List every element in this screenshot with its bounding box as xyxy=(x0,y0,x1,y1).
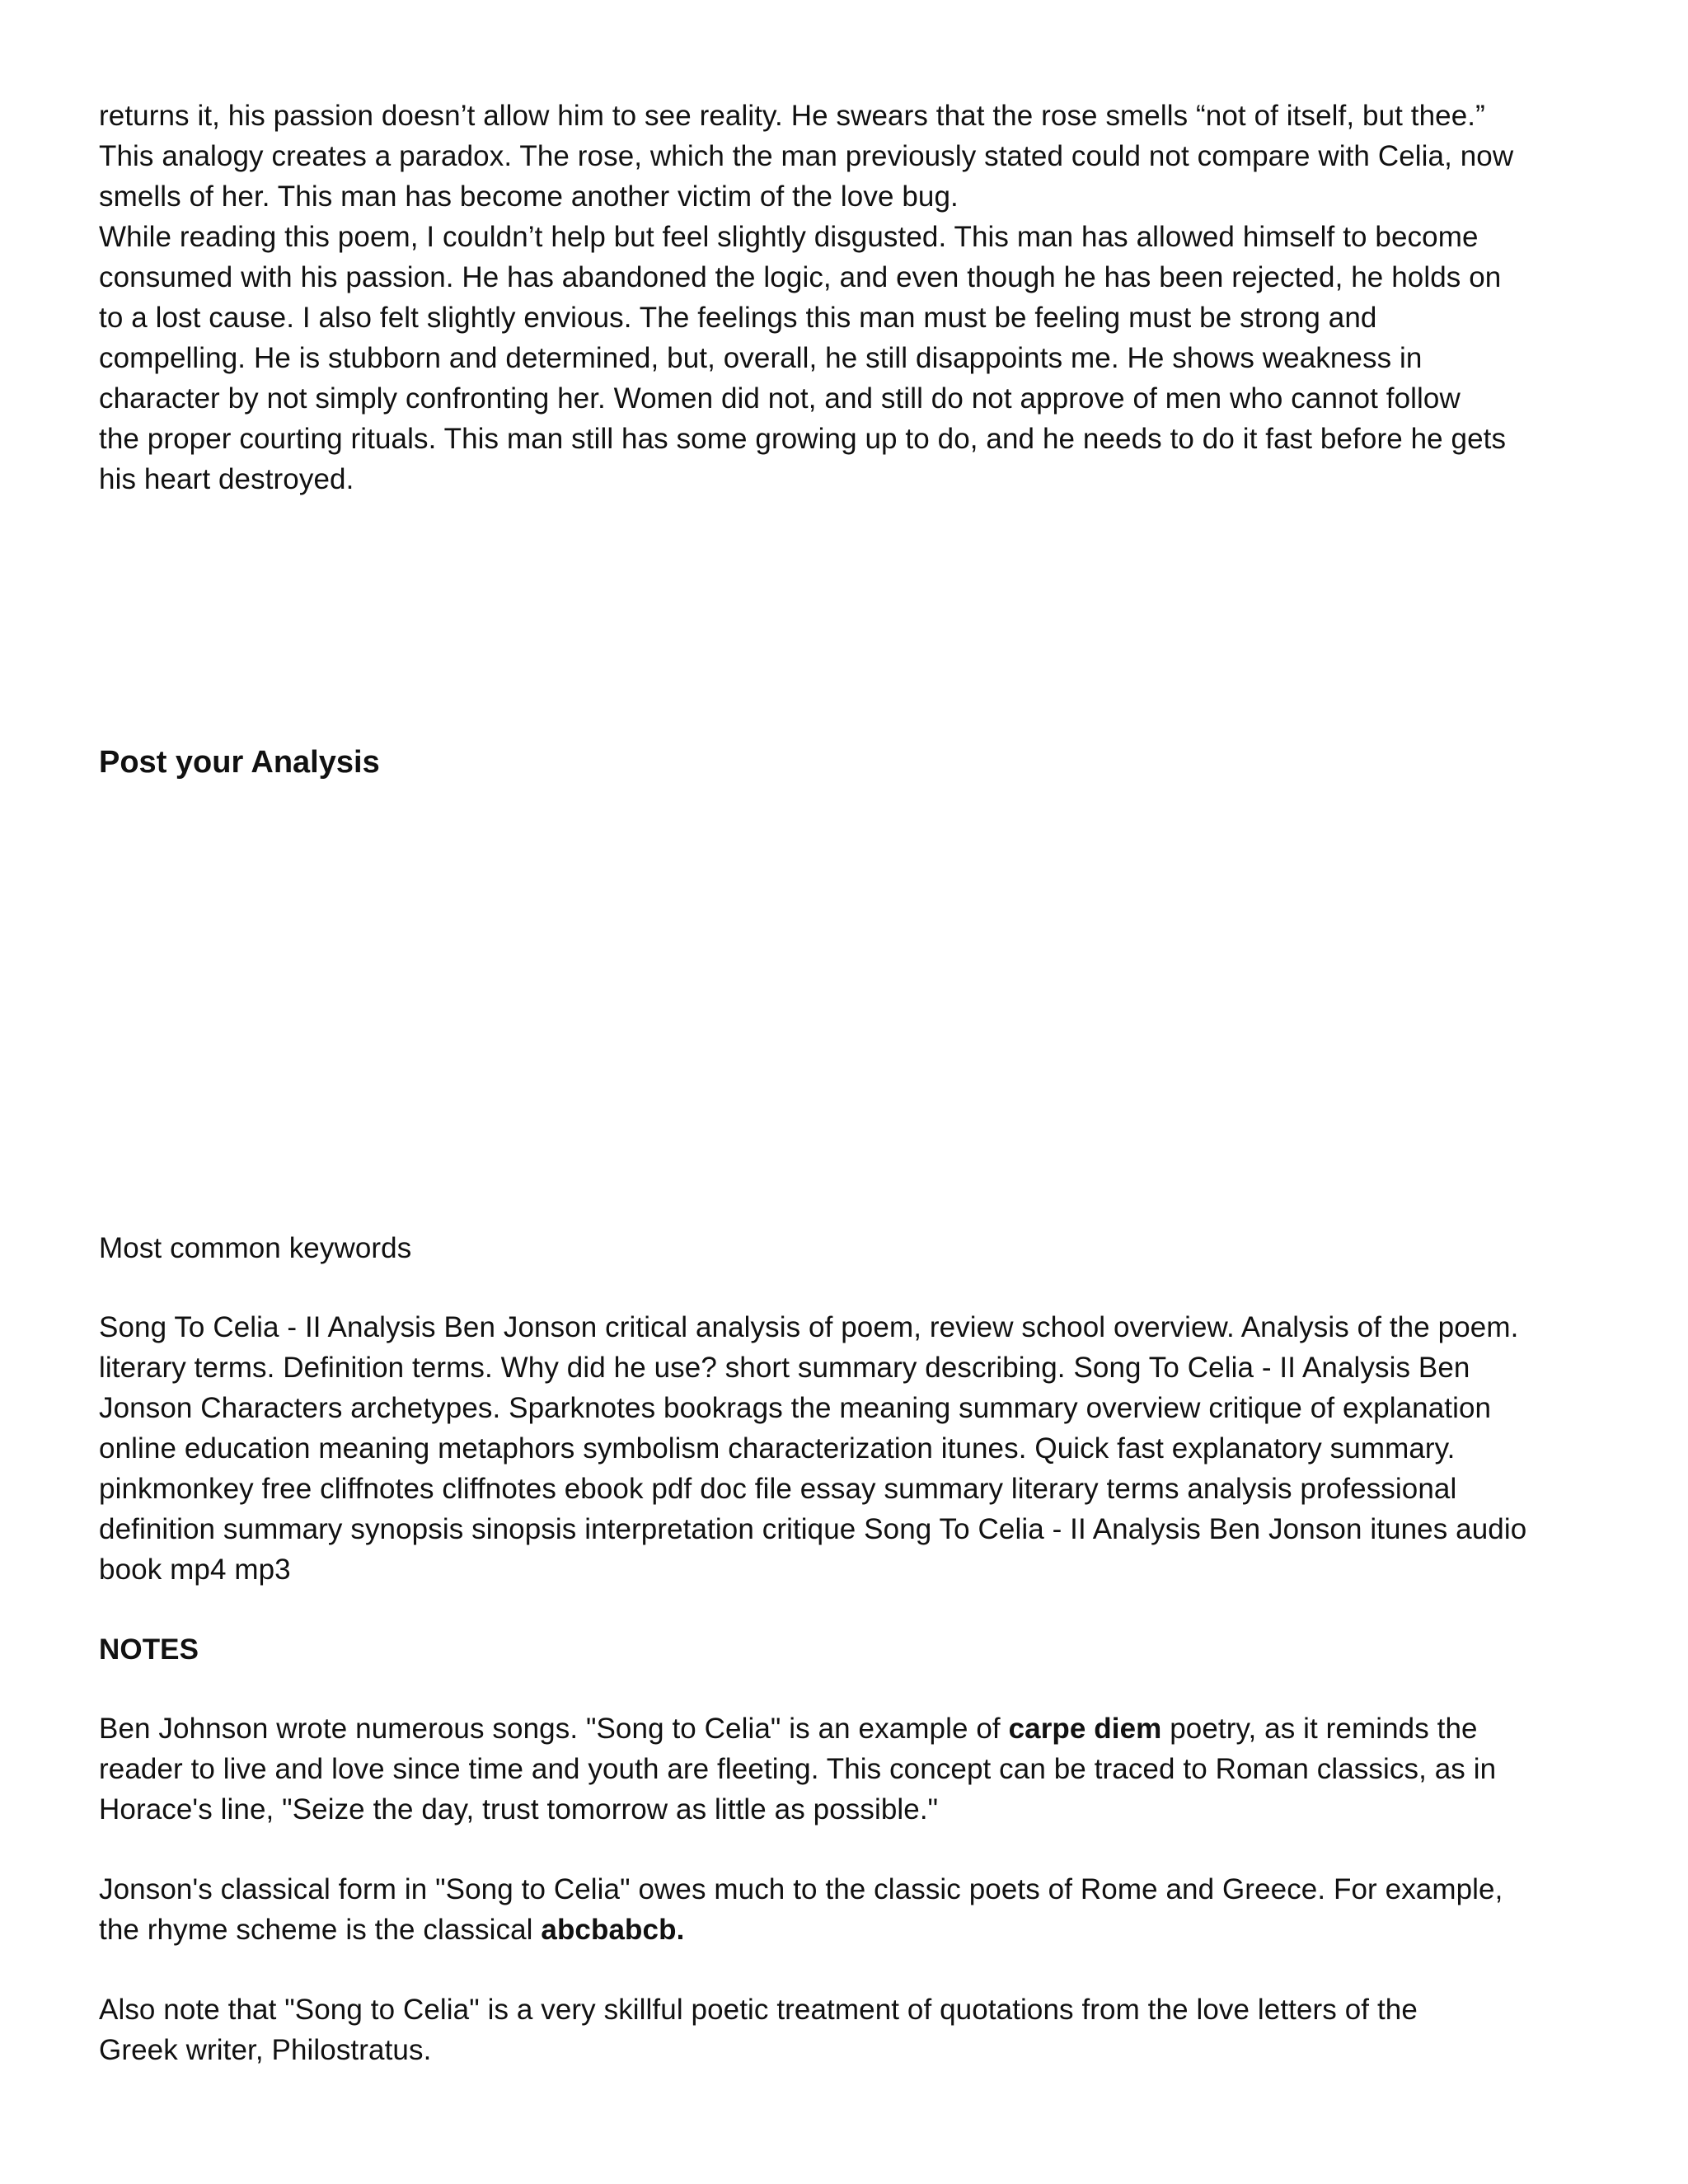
reflection-paragraph xyxy=(99,217,1582,499)
text-line: Song To Celia - II Analysis Ben Jonson critical analysis of poem, review school overview. Analysis of the poem. xyxy=(99,1311,1519,1343)
text-line: pinkmonkey free cliffnotes cliffnotes ebook pdf doc file essay summary literary terms analysis professional xyxy=(99,1473,1457,1505)
notes-paragraph-1 xyxy=(99,1708,1582,1830)
text-segment: the rhyme scheme is the classical xyxy=(99,1914,542,1946)
text-line xyxy=(99,1910,1582,1950)
text-line: returns it, his passion doesn’t allow him to see reality. He swears that the rose smells “not of itself, but thee.” xyxy=(99,100,1485,132)
carpe-diem-term: carpe diem xyxy=(1008,1713,1162,1745)
rhyme-scheme-term: abcbabcb. xyxy=(541,1914,685,1946)
text-line: reader to live and love since time and youth are fleeting. This concept can be traced to Roman classics, as in xyxy=(99,1753,1497,1785)
text-line: his heart destroyed. xyxy=(99,463,354,495)
notes-heading-block xyxy=(99,1629,1582,1670)
text-line: Jonson Characters archetypes. Sparknotes bookrags the meaning summary overview critique of explanation xyxy=(99,1392,1492,1424)
text-line: Jonson's classical form in "Song to Celia" owes much to the classic poets of Rome and Greece. For example, xyxy=(99,1873,1503,1905)
text-line: the proper courting rituals. This man still has some growing up to do, and he needs to do it fast before he gets xyxy=(99,423,1507,455)
text-line: consumed with his passion. He has abandoned the logic, and even though he has been rejected, he holds on xyxy=(99,261,1502,293)
notes-heading: NOTES xyxy=(99,1633,199,1666)
text-line: Greek writer, Philostratus. xyxy=(99,2034,432,2066)
text-line: book mp4 mp3 xyxy=(99,1554,291,1586)
post-analysis-heading: Post your Analysis xyxy=(99,745,380,780)
text-line: character by not simply confronting her. Women did not, and still do not approve of men who cannot follow xyxy=(99,382,1461,415)
text-line: This analogy creates a paradox. The rose, which the man previously stated could not compare with Celia, now xyxy=(99,140,1514,172)
intro-paragraph xyxy=(99,96,1582,217)
text-line: to a lost cause. I also felt slightly envious. The feelings this man must be feeling must be strong and xyxy=(99,302,1377,334)
text-line: While reading this poem, I couldn’t help but feel slightly disgusted. This man has allowed himself to become xyxy=(99,221,1479,253)
text-line: compelling. He is stubborn and determined, but, overall, he still disappoints me. He shows weakness in xyxy=(99,342,1423,374)
text-line xyxy=(99,1708,1582,1749)
keywords-title: Most common keywords xyxy=(99,1232,412,1264)
text-line: online education meaning metaphors symbolism characterization itunes. Quick fast explanatory summary. xyxy=(99,1432,1456,1465)
text-line: Horace's line, "Seize the day, trust tomorrow as little as possible." xyxy=(99,1793,939,1825)
notes-paragraph-2 xyxy=(99,1869,1582,1950)
text-line: smells of her. This man has become another victim of the love bug. xyxy=(99,180,959,213)
text-segment: poetry, as it reminds the xyxy=(1161,1713,1478,1745)
text-line: Also note that "Song to Celia" is a very skillful poetic treatment of quotations from the love letters of the xyxy=(99,1994,1418,2026)
text-line: definition summary synopsis sinopsis interpretation critique Song To Celia - II Analysis Ben Jonson itunes audio xyxy=(99,1513,1527,1545)
notes-paragraph-3 xyxy=(99,1990,1582,2070)
text-line: literary terms. Definition terms. Why did he use? short summary describing. Song To Celia - II Analysis Ben xyxy=(99,1352,1470,1384)
text-segment: Ben Johnson wrote numerous songs. "Song to Celia" is an example of xyxy=(99,1713,1009,1745)
keywords-paragraph xyxy=(99,1307,1582,1590)
keywords-heading xyxy=(99,1228,1582,1268)
